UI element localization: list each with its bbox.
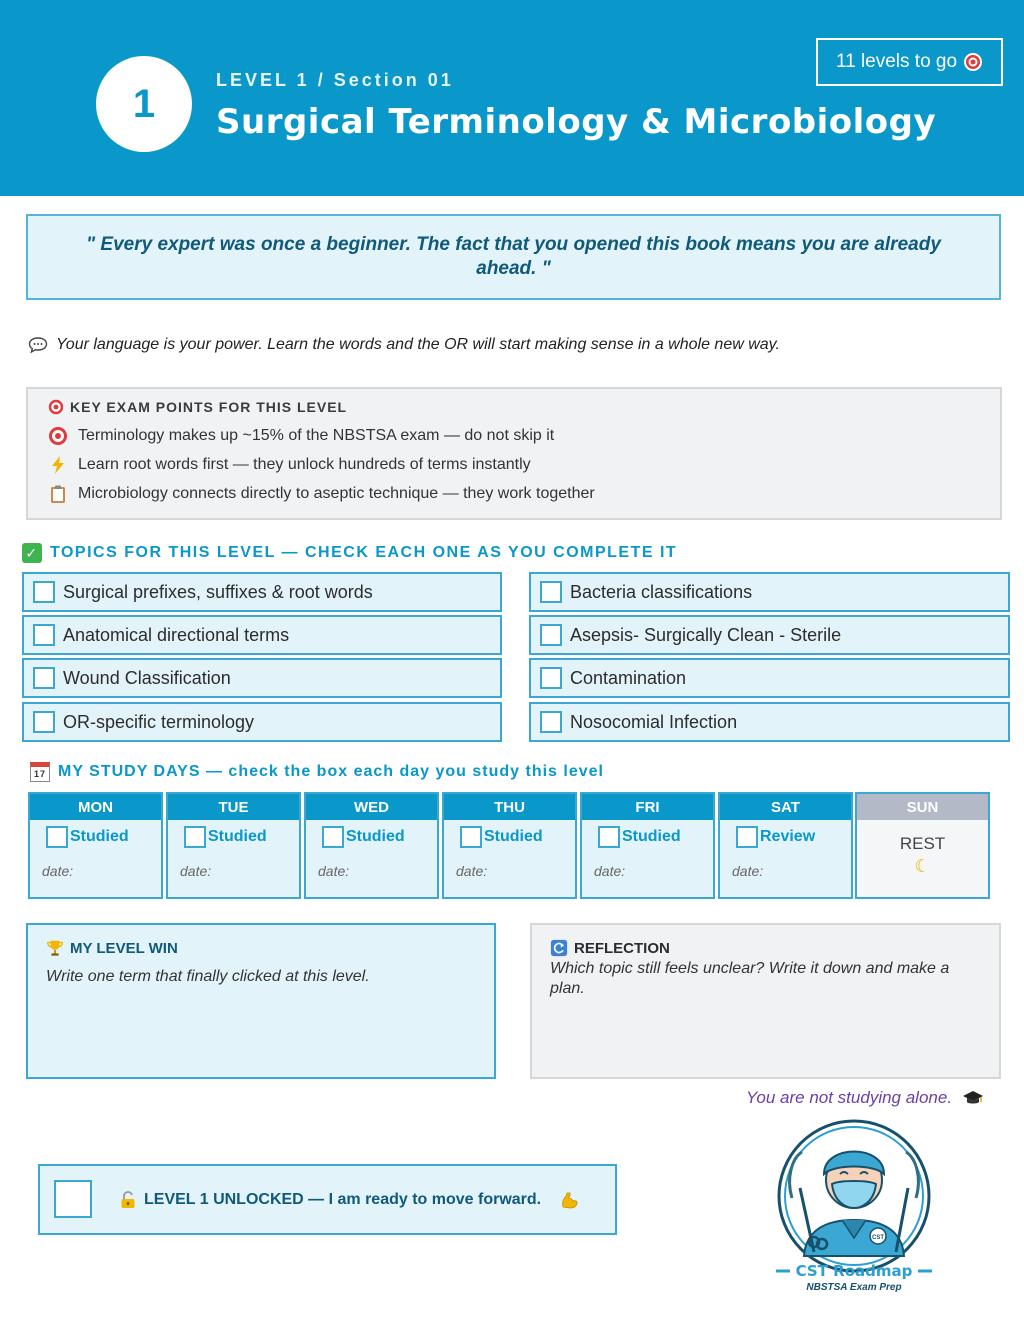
levels-to-go-text: 11 levels to go xyxy=(835,51,958,72)
level-number: 1 xyxy=(132,81,156,126)
topic-checkbox-item[interactable] xyxy=(22,658,502,698)
checkbox[interactable] xyxy=(460,826,482,848)
logo-title: CST Roadmap xyxy=(795,1262,913,1280)
level-header xyxy=(0,0,1024,196)
date-label: date: xyxy=(318,863,350,879)
level-win-title xyxy=(46,939,178,957)
checkbox[interactable] xyxy=(540,624,562,646)
level-win-prompt: Write one term that finally clicked at this level. xyxy=(46,968,370,985)
checkbox[interactable] xyxy=(33,667,55,689)
reflection-title-text: REFLECTION xyxy=(574,939,670,957)
flexed-bicep-icon xyxy=(559,1190,579,1210)
moon-icon: ☾ xyxy=(914,856,931,876)
day-checkbox[interactable] xyxy=(460,826,543,848)
calendar-icon: 17 xyxy=(30,762,50,782)
topic-label: Contamination xyxy=(570,667,687,688)
key-point-item xyxy=(48,455,531,475)
checkbox[interactable] xyxy=(598,826,620,848)
day-check-label: Studied xyxy=(346,828,405,845)
motto-line xyxy=(28,336,780,354)
rest-label: REST xyxy=(899,834,946,853)
level-win-title-text: MY LEVEL WIN xyxy=(70,939,178,957)
unlocked-lock-icon xyxy=(120,1191,136,1209)
day-name: THU xyxy=(444,794,575,820)
date-label: date: xyxy=(456,863,488,879)
day-check-label: Studied xyxy=(484,828,543,845)
logo-badge-text: CST xyxy=(872,1235,884,1241)
study-day-fri xyxy=(580,792,715,899)
topic-label: Bacteria classifications xyxy=(570,581,753,602)
day-checkbox[interactable] xyxy=(598,826,681,848)
reflection-prompt: Which topic still feels unclear? Write it down and make a plan. xyxy=(550,960,950,997)
unlock-text: LEVEL 1 UNLOCKED — I am ready to move forward. xyxy=(144,1191,542,1208)
quote-box xyxy=(26,214,1001,300)
key-point-text: Learn root words first — they unlock hundreds of terms instantly xyxy=(78,456,531,473)
reflection-box[interactable] xyxy=(530,923,1001,1079)
checkmark-icon: ✓ xyxy=(22,543,42,563)
checkbox[interactable] xyxy=(33,711,55,733)
day-name: MON xyxy=(30,794,161,820)
graduation-cap-icon xyxy=(962,1089,984,1107)
checkbox[interactable] xyxy=(322,826,344,848)
surgeon-logo-icon xyxy=(770,1118,938,1298)
topic-label: Asepsis- Surgically Clean - Sterile xyxy=(570,624,842,645)
day-name: SUN xyxy=(857,794,988,820)
key-point-item xyxy=(48,426,554,446)
checkbox[interactable] xyxy=(540,667,562,689)
clipboard-icon xyxy=(48,484,68,504)
date-label: date: xyxy=(732,863,764,879)
motto-text: Your language is your power. Learn the words and the OR will start making sense in a whole new way. xyxy=(56,336,780,353)
level-section-label: LEVEL 1 / Section 01 xyxy=(216,70,454,90)
topic-checkbox-item[interactable] xyxy=(529,615,1010,655)
topic-label: Surgical prefixes, suffixes & root words xyxy=(63,581,373,602)
key-point-text: Terminology makes up ~15% of the NBSTSA exam — do not skip it xyxy=(78,427,555,444)
topic-label: Anatomical directional terms xyxy=(63,624,290,645)
trophy-icon xyxy=(46,939,64,957)
topics-heading-text: TOPICS FOR THIS LEVEL — CHECK EACH ONE AS YOU COMPLETE IT xyxy=(50,544,678,561)
day-check-label: Studied xyxy=(208,828,267,845)
study-day-wed xyxy=(304,792,439,899)
level-win-box[interactable] xyxy=(26,923,496,1079)
study-days-heading xyxy=(30,762,604,782)
day-checkbox[interactable] xyxy=(736,826,815,848)
day-check-label: Studied xyxy=(622,828,681,845)
topic-checkbox-item[interactable] xyxy=(529,702,1010,742)
target-icon xyxy=(48,426,68,446)
day-name: WED xyxy=(306,794,437,820)
day-checkbox[interactable] xyxy=(184,826,267,848)
logo-subtitle: NBSTSA Exam Prep xyxy=(806,1282,902,1293)
topic-label: Wound Classification xyxy=(63,667,231,688)
unlock-line xyxy=(120,1190,579,1210)
day-check-label: Studied xyxy=(70,828,129,845)
study-day-thu xyxy=(442,792,577,899)
checkbox[interactable] xyxy=(540,581,562,603)
key-exam-points-title xyxy=(48,399,347,415)
study-day-mon xyxy=(28,792,163,899)
day-checkbox[interactable] xyxy=(322,826,405,848)
study-day-tue xyxy=(166,792,301,899)
study-day-sun xyxy=(855,792,990,899)
checkbox[interactable] xyxy=(46,826,68,848)
level-unlocked-box xyxy=(38,1164,617,1235)
checkbox[interactable] xyxy=(736,826,758,848)
checkbox[interactable] xyxy=(33,624,55,646)
checkbox[interactable] xyxy=(540,711,562,733)
checkbox[interactable] xyxy=(184,826,206,848)
day-check-label: Review xyxy=(760,828,816,845)
cst-roadmap-logo xyxy=(770,1118,938,1298)
checkbox[interactable] xyxy=(33,581,55,603)
day-name: SAT xyxy=(720,794,851,820)
date-label: date: xyxy=(42,863,74,879)
day-name: FRI xyxy=(582,794,713,820)
speech-bubble-icon xyxy=(28,336,48,354)
level-number-badge xyxy=(96,56,192,152)
lightning-icon xyxy=(48,455,68,475)
date-label: date: xyxy=(594,863,626,879)
key-exam-points-box xyxy=(26,387,1002,520)
topic-checkbox-item[interactable] xyxy=(529,572,1010,612)
day-checkbox[interactable] xyxy=(46,826,129,848)
reflection-title xyxy=(550,939,670,957)
topic-checkbox-item[interactable] xyxy=(22,702,502,742)
topics-heading xyxy=(22,543,677,563)
target-icon xyxy=(963,52,983,72)
refresh-icon xyxy=(550,939,568,957)
not-alone-text: You are not studying alone. xyxy=(746,1088,953,1107)
study-days-heading-text: MY STUDY DAYS — check the box each day you study this level xyxy=(58,763,604,780)
topic-checkbox-item[interactable] xyxy=(529,658,1010,698)
unlock-checkbox[interactable] xyxy=(54,1180,92,1218)
date-label: date: xyxy=(180,863,212,879)
motivational-quote: " Every expert was once a beginner. The fact that you opened this book means you are already ahead. " xyxy=(86,234,941,279)
not-alone-line xyxy=(746,1088,984,1108)
levels-to-go-badge xyxy=(816,38,1003,86)
key-point-text: Microbiology connects directly to aseptic technique — they work together xyxy=(78,485,595,502)
topic-checkbox-item[interactable] xyxy=(22,615,502,655)
key-point-item xyxy=(48,484,595,504)
topic-label: OR-specific terminology xyxy=(63,711,255,732)
topic-checkbox-item[interactable] xyxy=(22,572,502,612)
study-day-sat xyxy=(718,792,853,899)
key-exam-points-title-text: KEY EXAM POINTS FOR THIS LEVEL xyxy=(70,399,348,415)
topic-label: Nosocomial Infection xyxy=(570,711,738,732)
page-title: Surgical Terminology & Microbiology xyxy=(216,102,937,142)
day-name: TUE xyxy=(168,794,299,820)
target-icon xyxy=(48,399,64,415)
